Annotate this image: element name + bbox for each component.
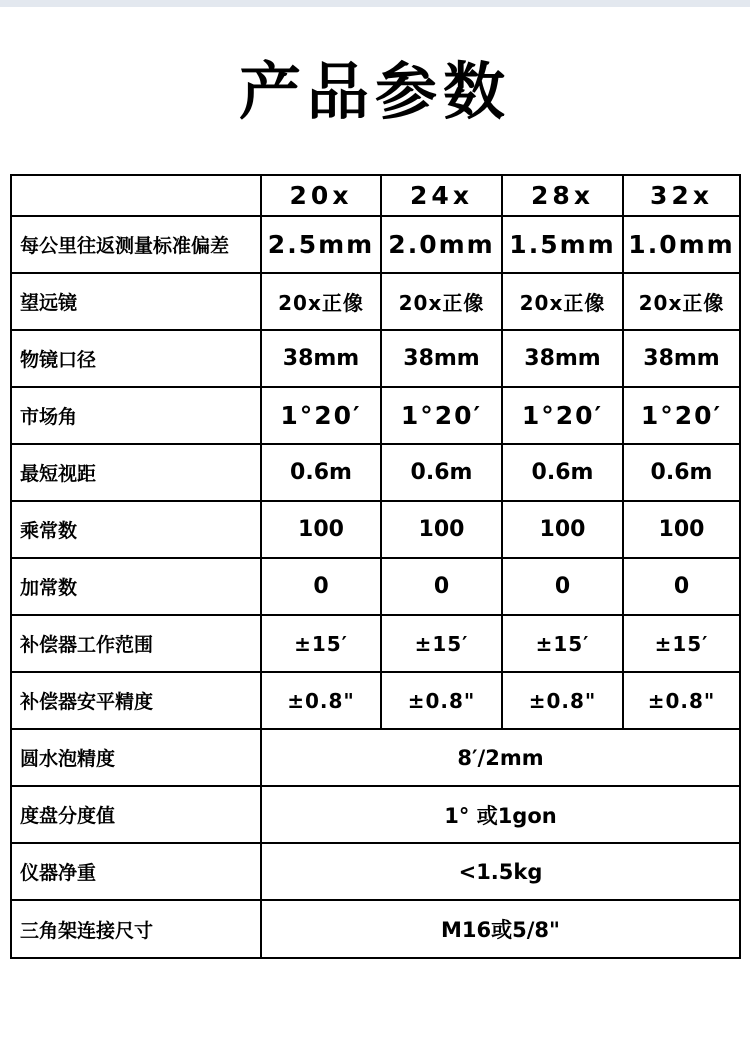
row-value: ±0.8" <box>261 672 381 729</box>
merged-value: 1° 或1gon <box>261 786 740 843</box>
row-value: 0.6m <box>381 444 502 501</box>
table-row <box>11 273 740 330</box>
table-row <box>11 444 740 501</box>
row-value: 0.6m <box>502 444 623 501</box>
table-row-merged <box>11 900 740 958</box>
row-value: 38mm <box>261 330 381 387</box>
model-header: 28x <box>502 175 623 216</box>
row-value: 1°20′ <box>381 387 502 444</box>
row-value: 20x正像 <box>381 273 502 330</box>
row-value: 20x正像 <box>623 273 740 330</box>
model-header: 24x <box>381 175 502 216</box>
table-row-merged <box>11 729 740 786</box>
row-value: 100 <box>502 501 623 558</box>
row-value: 1.0mm <box>623 216 740 273</box>
row-value: 20x正像 <box>261 273 381 330</box>
row-label: 乘常数 <box>11 501 261 558</box>
row-value: 0 <box>381 558 502 615</box>
merged-value: 8′/2mm <box>261 729 740 786</box>
row-value: 0 <box>261 558 381 615</box>
table-row <box>11 387 740 444</box>
header-corner-cell <box>11 175 261 216</box>
row-value: 1°20′ <box>623 387 740 444</box>
table-row <box>11 672 740 729</box>
model-header: 32x <box>623 175 740 216</box>
table-row <box>11 615 740 672</box>
row-label: 最短视距 <box>11 444 261 501</box>
row-value: ±15′ <box>502 615 623 672</box>
table-row <box>11 501 740 558</box>
row-value: 0 <box>502 558 623 615</box>
row-value: 38mm <box>502 330 623 387</box>
table-row <box>11 330 740 387</box>
row-value: ±15′ <box>261 615 381 672</box>
row-label: 仪器净重 <box>11 843 261 900</box>
top-bar <box>0 0 750 7</box>
row-label: 物镜口径 <box>11 330 261 387</box>
table-row-merged <box>11 843 740 900</box>
row-label: 望远镜 <box>11 273 261 330</box>
row-label: 补偿器工作范围 <box>11 615 261 672</box>
row-value: 0.6m <box>261 444 381 501</box>
model-header: 20x <box>261 175 381 216</box>
row-value: 1.5mm <box>502 216 623 273</box>
row-value: 2.0mm <box>381 216 502 273</box>
row-label: 加常数 <box>11 558 261 615</box>
row-value: 20x正像 <box>502 273 623 330</box>
row-value: 0.6m <box>623 444 740 501</box>
spec-table <box>10 174 741 959</box>
row-value: 2.5mm <box>261 216 381 273</box>
page-title: 产品参数 <box>238 55 511 128</box>
row-label: 度盘分度值 <box>11 786 261 843</box>
row-value: 100 <box>381 501 502 558</box>
table-row-merged <box>11 786 740 843</box>
table-row <box>11 216 740 273</box>
row-value: ±0.8" <box>502 672 623 729</box>
row-value: ±0.8" <box>623 672 740 729</box>
row-value: ±15′ <box>381 615 502 672</box>
table-row <box>11 558 740 615</box>
row-value: 100 <box>261 501 381 558</box>
row-value: 1°20′ <box>502 387 623 444</box>
merged-value: M16或5/8" <box>261 900 740 958</box>
row-label: 圆水泡精度 <box>11 729 261 786</box>
row-label: 补偿器安平精度 <box>11 672 261 729</box>
row-value: 1°20′ <box>261 387 381 444</box>
row-value: 100 <box>623 501 740 558</box>
row-value: 38mm <box>381 330 502 387</box>
row-label: 三角架连接尺寸 <box>11 900 261 958</box>
row-value: ±15′ <box>623 615 740 672</box>
row-label: 每公里往返测量标准偏差 <box>11 216 261 273</box>
row-value: 0 <box>623 558 740 615</box>
row-label: 市场角 <box>11 387 261 444</box>
merged-value: <1.5kg <box>261 843 740 900</box>
row-value: ±0.8" <box>381 672 502 729</box>
header-row <box>11 175 740 216</box>
row-value: 38mm <box>623 330 740 387</box>
